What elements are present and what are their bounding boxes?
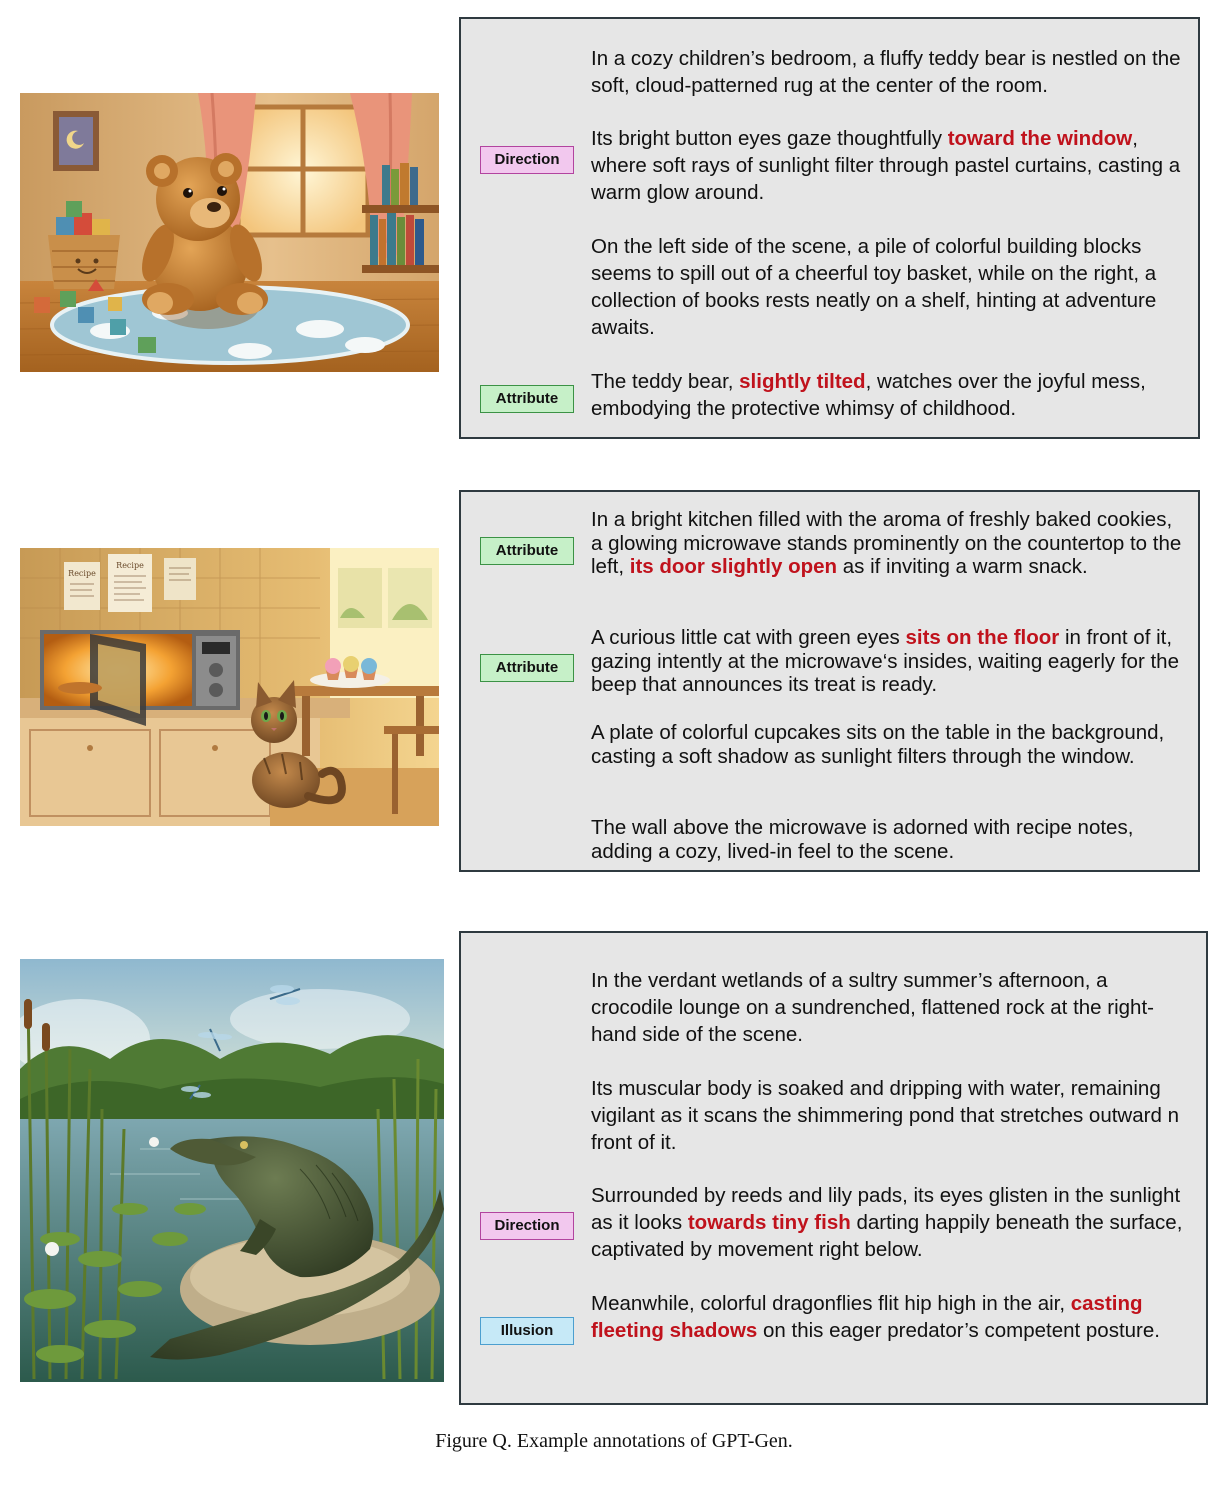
caption-text: Surrounded by reeds and lily pads, its eyes glisten in the sunlight as it looks	[591, 1184, 1181, 1234]
annotation-panel-crocodile	[459, 931, 1208, 1405]
caption-text: The wall above the microwave is adorned with recipe notes, adding a cozy, lived-in feel to the scene.	[591, 816, 1134, 863]
caption-text: , watches over the joyful mess, embodying the protective whimsy of childhood.	[591, 370, 1146, 420]
caption-paragraph	[591, 1182, 1191, 1263]
direction-tag: Direction	[480, 146, 574, 174]
attribute-tag: Attribute	[480, 654, 574, 682]
caption-paragraph	[591, 721, 1186, 768]
caption-text: Meanwhile, colorful dragonflies flit hip high in the air,	[591, 1292, 1071, 1315]
highlighted-phrase: towards tiny fish	[687, 1211, 851, 1234]
caption-paragraph	[591, 967, 1181, 1048]
caption-text: In a cozy children’s bedroom, a fluffy teddy bear is nestled on the soft, cloud-patterned rug at the center of the room.	[591, 47, 1181, 97]
caption-paragraph	[591, 508, 1186, 579]
caption-text: Its bright button eyes gaze thoughtfully	[591, 127, 948, 150]
highlighted-phrase: slightly tilted	[739, 370, 866, 393]
annotation-panel-teddy	[459, 17, 1200, 439]
caption-text: Its muscular body is soaked and dripping with water, remaining vigilant as it scans the shimmering pond that stretches outward n front of it.	[591, 1077, 1179, 1154]
caption-text: as if inviting a warm snack.	[837, 555, 1088, 578]
caption-paragraph	[591, 233, 1181, 341]
recipe-note-label: Recipe	[116, 561, 144, 570]
caption-text: A plate of colorful cupcakes sits on the table in the background, casting a soft shadow as sunlight filters through the window.	[591, 721, 1165, 768]
crocodile-wetland-image	[20, 959, 444, 1382]
caption-paragraph	[591, 1075, 1181, 1156]
caption-paragraph	[591, 1290, 1191, 1344]
caption-paragraph	[591, 626, 1186, 697]
figure-caption: Figure Q. Example annotations of GPT-Gen.	[435, 1430, 793, 1452]
annotation-panel-kitchen	[459, 490, 1200, 872]
caption-paragraph	[591, 45, 1181, 99]
caption-text: in front of it, gazing intently at the microwave‘s insides, waiting eagerly for the beep that announces its treat is ready.	[591, 626, 1179, 696]
caption-text: , where soft rays of sunlight filter through pastel curtains, casting a warm glow around.	[591, 127, 1181, 204]
highlighted-phrase: casting fleeting shadows	[591, 1292, 1143, 1342]
caption-paragraph	[591, 368, 1181, 422]
recipe-note-label: Recipe	[68, 569, 96, 578]
kitchen-cat-microwave-image	[20, 548, 439, 826]
highlighted-phrase: its door slightly open	[629, 555, 838, 578]
direction-tag: Direction	[480, 1212, 574, 1240]
caption-text: on this eager predator’s competent posture.	[757, 1319, 1160, 1342]
caption-text: darting happily beneath the surface, captivated by movement right below.	[591, 1211, 1183, 1261]
caption-text: A curious little cat with green eyes	[591, 626, 906, 649]
caption-text: On the left side of the scene, a pile of colorful building blocks seems to spill out of a cheerful toy basket, while on the right, a collection of books rests neatly on a shelf, hinting at adventure awaits.	[591, 235, 1157, 339]
caption-text: In the verdant wetlands of a sultry summer’s afternoon, a crocodile lounge on a sundrenched, flattened rock at the right-hand side of the scene.	[591, 969, 1154, 1046]
caption-paragraph	[591, 816, 1189, 863]
highlighted-phrase: toward the window	[947, 127, 1133, 150]
highlighted-phrase: sits on the floor	[905, 626, 1060, 649]
attribute-tag: Attribute	[480, 537, 574, 565]
caption-text: In a bright kitchen filled with the aroma of freshly baked cookies, a glowing microwave stands prominently on the countertop to the left,	[591, 508, 1182, 578]
attribute-tag: Attribute	[480, 385, 574, 413]
teddy-bear-bedroom-image	[20, 93, 439, 372]
illusion-tag: Illusion	[480, 1317, 574, 1345]
caption-text: The teddy bear,	[591, 370, 740, 393]
caption-paragraph	[591, 125, 1181, 206]
